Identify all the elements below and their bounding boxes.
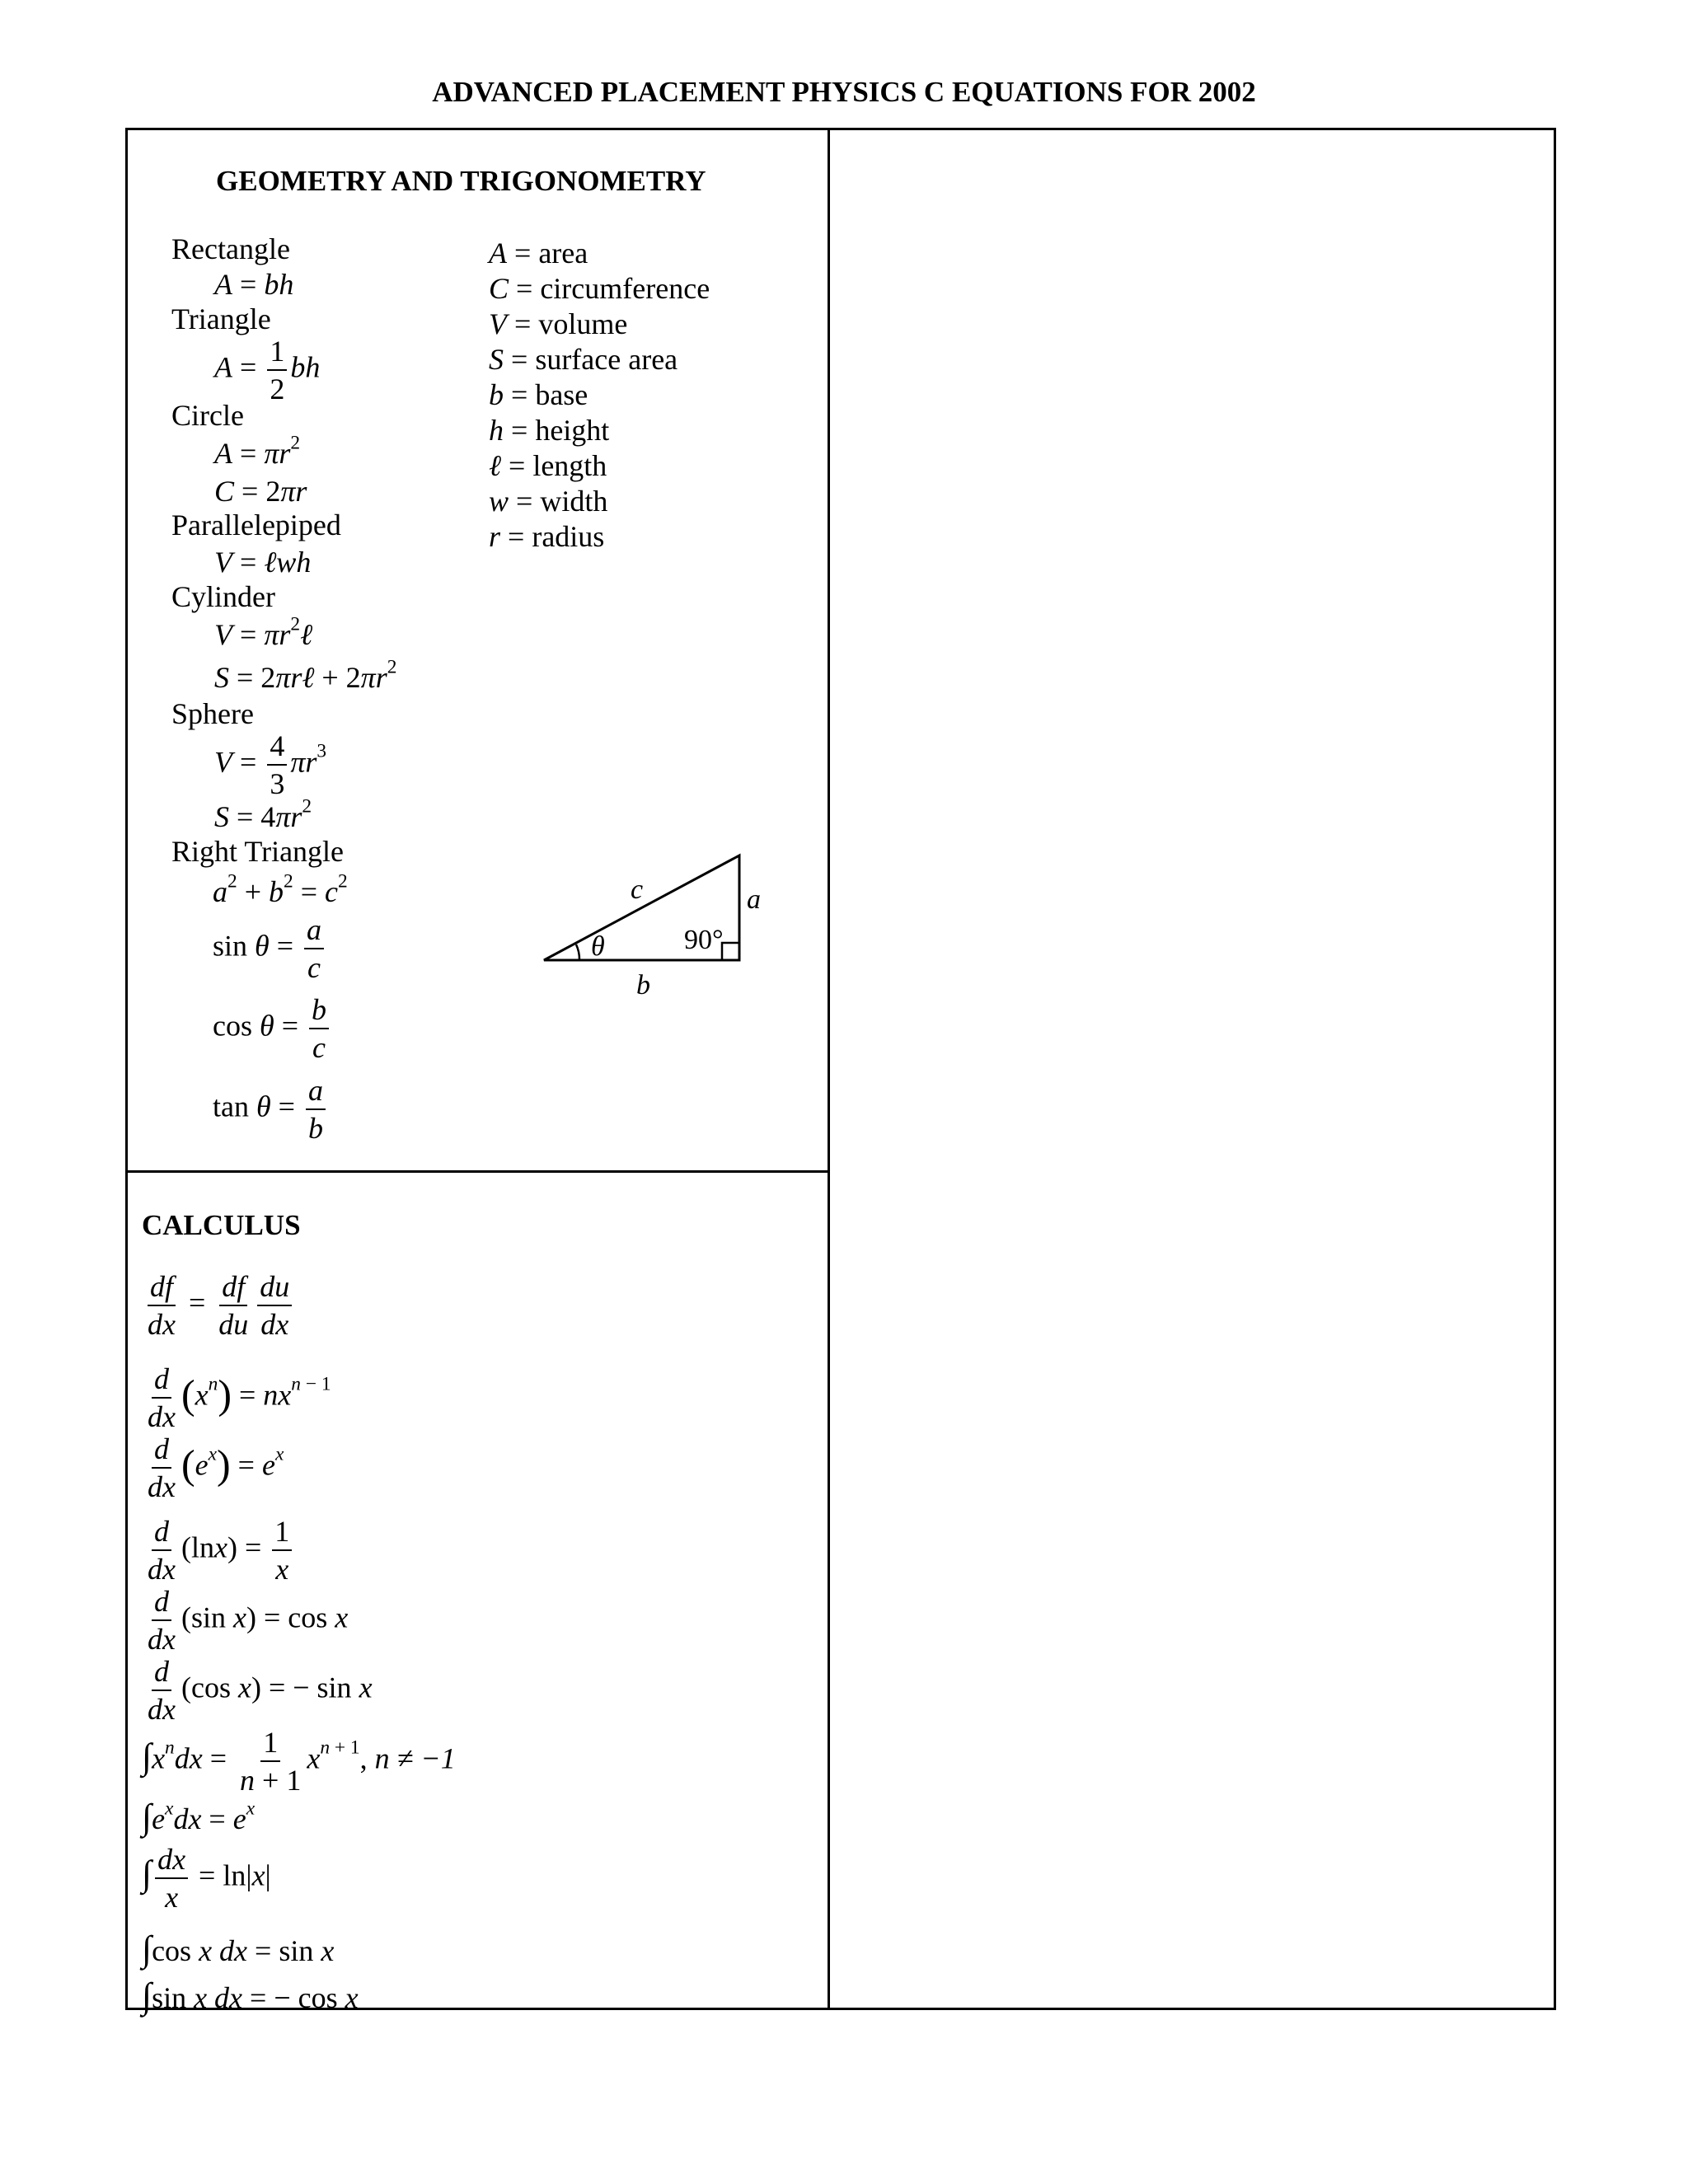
definition-symbol: V [489,307,507,340]
definition-row: b = base [489,378,588,411]
eq-sphere-surface: $S = 4\pi r^2$ [214,795,312,833]
label-sphere: Sphere [171,697,254,730]
eq-integral-power: $\int x^ndx$ = $\frac{1}{n + 1}$ $x^{n + 1}$, n ≠ −1 [142,1726,456,1797]
right-angle-marker [722,943,739,960]
label-parallelepiped: Parallelepiped [171,509,341,541]
eq-pythagorean: $a^2 + b^2 = c^2$ [213,870,348,908]
eq-cylinder-volume: $V = \pi r^2\ell$ [214,613,313,651]
label-circle: Circle [171,399,244,432]
eq-derivative-exp: $\frac{d}{dx}$ $(e^x) = e^x$ [148,1432,284,1503]
eq-circle-area: $A = \pi r^2$ [214,432,301,470]
label-rectangle: Rectangle [171,232,290,265]
eq-derivative-ln: $\frac{d}{dx}$ (lnx) = $\frac{1}{x}$ [142,1516,295,1584]
right-triangle-diagram [528,841,775,1005]
eq-chain-rule: $\frac{df}{dx}$ = $\frac{df}{du}$ $\frac{du}{dx}$ [142,1272,295,1339]
eq-rectangle-area: A = bh [214,268,294,301]
definition-row: C = circumference [489,272,710,305]
eq-cylinder-surface: S = 2πrℓ + $2\pi r^2$ [214,656,397,694]
side-a-label: a [747,884,761,915]
definition-row: V = volume [489,307,628,340]
calculus-heading: CALCULUS [142,1209,301,1241]
eq-triangle-area: A = $\frac{1}{2}$ bh [214,335,321,405]
eq-tangent: tan θ = $\frac{a}{b}$ [213,1076,329,1143]
definition-symbol: ℓ [489,449,501,482]
eq-integral-sin: ∫sin x dx = − cos x [142,1975,359,2016]
eq-cosine: cos θ = $\frac{b}{c}$ [213,995,332,1062]
label-right-triangle: Right Triangle [171,835,345,868]
definition-row: S = surface area [489,343,678,376]
integral-condition: n ≠ −1 [374,1741,456,1775]
eq-integral-exp: $\int e^xdx = e^x$ [142,1797,256,1837]
definition-symbol: w [489,485,509,518]
angle-arc [576,944,579,960]
right-angle-label: 90° [684,925,724,955]
eq-sine: sin θ = $\frac{a}{c}$ [213,915,327,982]
eq-parallelepiped-volume: V = ℓwh [214,546,312,579]
page-title: ADVANCED PLACEMENT PHYSICS C EQUATIONS FOR 2002 [432,76,1256,108]
label-cylinder: Cylinder [171,580,275,613]
definition-symbol: A [489,237,507,269]
section-divider [125,1170,828,1173]
label-triangle: Triangle [171,302,271,335]
eq-derivative-cos: $\frac{d}{dx}$ (cos x) = − sin x [148,1655,373,1726]
definition-symbol: r [489,520,501,553]
eq-sphere-volume: V = $\frac{4}{3}$ $\pi r^3$ [214,729,327,800]
eq-circle-circumference: C = 2πr [214,475,307,508]
column-divider [828,128,830,2010]
geometry-heading: GEOMETRY AND TRIGONOMETRY [216,165,706,197]
definition-symbol: b [489,378,504,411]
eq-derivative-power: $\frac{d}{dx}$ $(x^n) = nx^{n - 1}$ [148,1362,331,1433]
eq-derivative-sin: $\frac{d}{dx}$ (sin x) = cos x [148,1585,349,1656]
definition-row: h = height [489,414,610,447]
definition-symbol: h [489,414,504,447]
side-b-label: b [636,970,650,1001]
eq-integral-reciprocal: ∫ $\frac{dx}{x}$ = ln|x| [142,1843,271,1914]
definition-row: w = width [489,485,608,518]
definition-symbol: C [489,272,509,305]
angle-theta-label: θ [591,931,605,962]
definition-symbol: S [489,343,504,376]
side-c-label: c [631,874,644,905]
definition-row: A = area [489,237,588,269]
definition-row: r = radius [489,520,605,553]
definition-row: ℓ = length [489,449,607,482]
eq-integral-cos: ∫cos x dx = sin x [142,1929,335,1969]
